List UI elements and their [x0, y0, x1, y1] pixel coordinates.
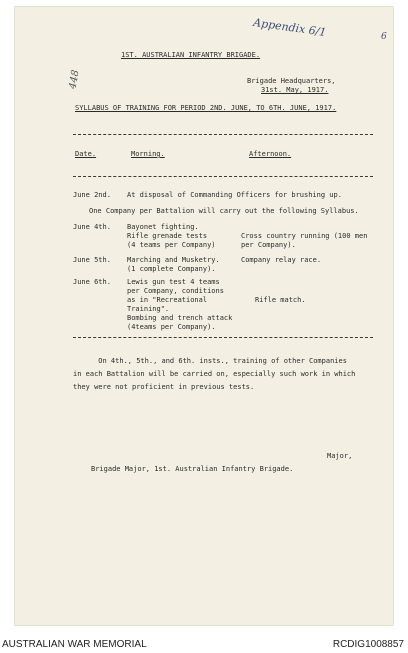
header-afternoon: Afternoon.: [249, 150, 292, 158]
syllabus-title: SYLLABUS OF TRAINING FOR PERIOD 2ND. JUNE, TO 6TH. JUNE, 1917.: [75, 104, 337, 112]
page-number-annotation: 6: [381, 32, 387, 42]
footer-reference: RCDIG1008857: [332, 639, 404, 650]
signature-title: Brigade Major, 1st. Australian Infantry Brigade.: [91, 465, 294, 473]
table-header-rule: [73, 176, 373, 177]
table-bottom-rule: [73, 337, 373, 338]
row-june4-afternoon: Cross country running (100 men per Company).: [241, 232, 368, 249]
table-top-rule: [73, 134, 373, 135]
archive-footer: [0, 628, 408, 653]
header-morning: Morning.: [131, 150, 165, 158]
row-june6-morning: Lewis gun test 4 teams per Company, conditions as in "Recreational Training". Bombing and trench attack (4teams per Company).: [127, 278, 233, 331]
footer-institution: AUSTRALIAN WAR MEMORIAL: [2, 639, 147, 650]
instructions-paragraph: On 4th., 5th., and 6th. insts., training of other Companies in each Battalion will be carried on, especially such work in which they were not proficient in previous tests.: [73, 357, 356, 391]
row-june5-date: June 5th.: [73, 256, 111, 264]
row-june2-date: June 2nd.: [73, 191, 111, 199]
header-date: Date.: [75, 150, 97, 158]
appendix-annotation: Appendix 6/1: [252, 15, 328, 40]
row-june5-afternoon: Company relay race.: [241, 256, 322, 264]
row-june6-afternoon: Rifle match.: [255, 296, 306, 304]
stamp-number: 448: [67, 69, 82, 90]
row-june6-date: June 6th.: [73, 278, 111, 286]
brigade-heading: 1ST. AUSTRALIAN INFANTRY BRIGADE.: [121, 51, 261, 59]
row-june4-morning: Bayonet fighting. Rifle grenade tests (4 teams per Company): [127, 223, 216, 249]
row-june2-text: At disposal of Commanding Officers for brushing up.: [127, 191, 342, 199]
letter-date: 31st. May, 1917.: [261, 86, 329, 94]
row-june5-morning: Marching and Musketry. (1 complete Company).: [127, 256, 220, 273]
document-page: [14, 6, 394, 626]
row-june4-date: June 4th.: [73, 223, 111, 231]
signature-rank: Major,: [327, 452, 353, 460]
syllabus-note: One Company per Battalion will carry out the following Syllabus.: [89, 207, 359, 215]
hq-line: Brigade Headquarters,: [247, 77, 336, 85]
